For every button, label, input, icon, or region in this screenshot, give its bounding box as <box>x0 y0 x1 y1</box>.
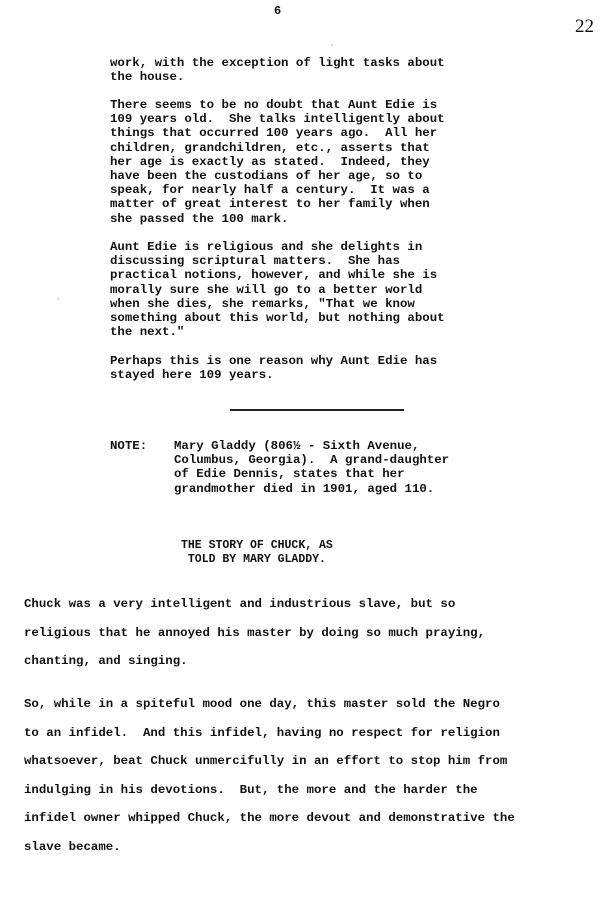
ink-speck: · <box>56 296 61 304</box>
note-label: NOTE: <box>110 439 148 453</box>
note-text: Mary Gladdy (806½ - Sixth Avenue, Columbus, Georgia). A grand-daughter of Edie Dennis, states that her grandmother died in 1901, aged 110. <box>174 439 450 496</box>
section-divider <box>230 409 404 411</box>
story-paragraph-chuck: Chuck was a very intelligent and industrious slave, but so religious that he annoyed his master by doing so much praying, chanting, and singing. <box>24 597 486 668</box>
paragraph-perhaps: Perhaps this is one reason why Aunt Edie has stayed here 109 years. <box>110 354 438 383</box>
paragraph-age: There seems to be no doubt that Aunt Edie is 109 years old. She talks intelligently about things that occurred 100 years ago. All her children, grandchildren, etc., asserts that her age is exactly as stated. Indeed, they have been the custodians of her age, so to speak, for nearly half a century. It was a matter of great interest to her family when she passed the 100 mark. <box>110 98 445 226</box>
page-number: 6 <box>274 4 282 18</box>
paragraph-religion: Aunt Edie is religious and she delights in discussing scriptural matters. She has practical notions, however, and while she is morally sure she will go to a better world when she dies, she remarks, "That we know something about this world, but nothing about the next." <box>110 240 445 340</box>
story-title: THE STORY OF CHUCK, AS TOLD BY MARY GLADDY. <box>181 539 333 567</box>
sheet-number: 22 <box>575 16 594 37</box>
ink-speck: · <box>330 42 335 50</box>
story-paragraph-infidel: So, while in a spiteful mood one day, this master sold the Negro to an infidel. And this infidel, having no respect for religion whatsoever, beat Chuck unmercifully in an effort to stop him from indulging in his devotions. But, the more and the harder the infidel owner whipped Chuck, the more devout and demonstrative the slave became. <box>24 697 515 854</box>
paragraph-work: work, with the exception of light tasks about the house. <box>110 56 445 85</box>
